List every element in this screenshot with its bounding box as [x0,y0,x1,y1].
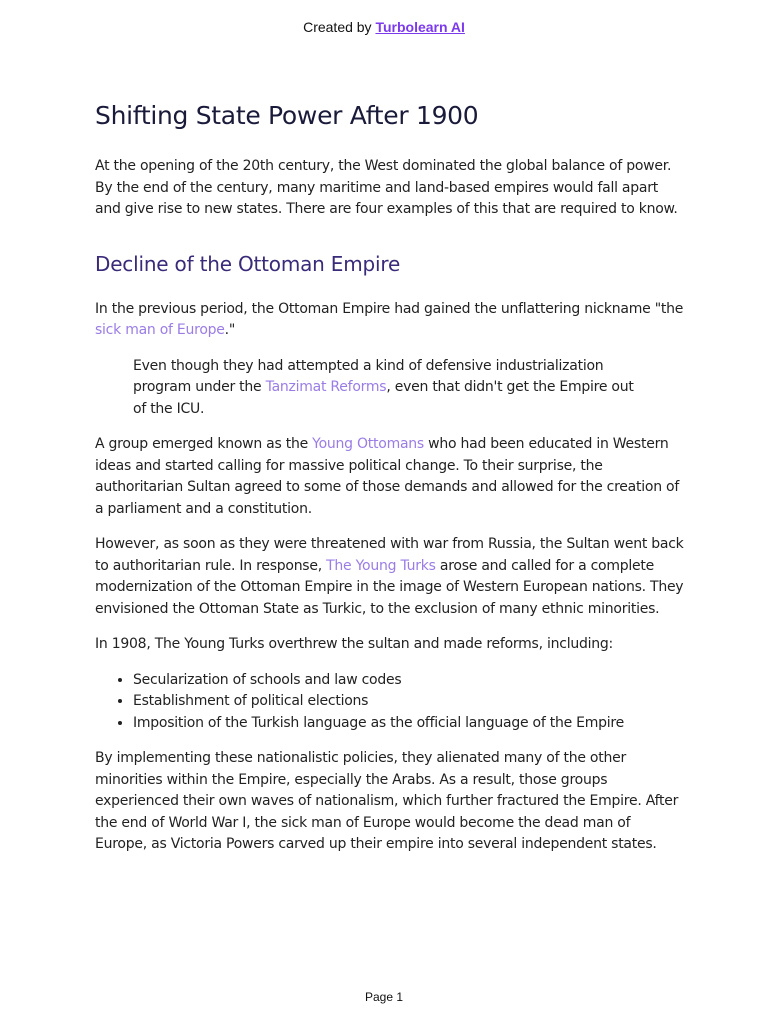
paragraph-young-turks: However, as soon as they were threatened with war from Russia, the Sultan went back to authoritarian rule. In response, The Young Turks arose and called for a complete modernization of the Ottoman Empire in the image of Western European nations. They envisioned the Ottoman State as Turkic, to the exclusion of many ethnic minorities. [95,536,684,617]
indented-note: Even though they had attempted a kind of defensive industrialization program under the Tanzimat Reforms, even that didn't get the Empire out of the ICU. [133,357,634,417]
reforms-list [95,670,685,735]
paragraph-young-ottomans: A group emerged known as the Young Ottomans who had been educated in Western ideas and started calling for massive political change. To their surprise, the authoritarian Sultan agreed to some of those demands and allowed for the creation of a parliament and a constitution. [95,436,680,517]
term-sick-man-of-europe[interactable]: sick man of Europe [95,322,225,338]
list-item: • Imposition of the Turkish language as the official language of the Empire [133,713,685,735]
list-item: • Secularization of schools and law codes [133,670,685,692]
created-by-header [0,18,768,36]
paragraph-conclusion: By implementing these nationalistic policies, they alienated many of the other minorities within the Empire, especially the Arabs. As a result, those groups experienced their own waves of nationalism, which further fractured the Empire. After the end of World War I, the sick man of Europe would become the dead man of Europe, as Victoria Powers carved up their empire into several independent states. [95,750,679,852]
term-young-turks[interactable]: The Young Turks [326,557,436,574]
created-by-label: Created by [303,19,376,35]
turbolearn-link[interactable]: Turbolearn AI [375,19,465,35]
page-title: Shifting State Power After 1900 [95,101,479,130]
term-young-ottomans[interactable]: Young Ottomans [312,436,424,452]
paragraph-1908: In 1908, The Young Turks overthrew the sultan and made reforms, including: [95,636,613,652]
list-item: • Establishment of political elections [133,691,685,713]
section-heading: Decline of the Ottoman Empire [95,251,401,276]
paragraph-sick-man: In the previous period, the Ottoman Empire had gained the unflattering nickname "the sick man of Europe." [95,300,684,338]
intro-paragraph: At the opening of the 20th century, the West dominated the global balance of power. By the end of the century, many maritime and land-based empires would fall apart and give rise to new states. There are four examples of this that are required to know. [95,158,678,217]
term-tanzimat-reforms[interactable]: Tanzimat Reforms [265,379,387,395]
page-number: Page 1 [364,990,404,1004]
document-body [95,98,685,870]
